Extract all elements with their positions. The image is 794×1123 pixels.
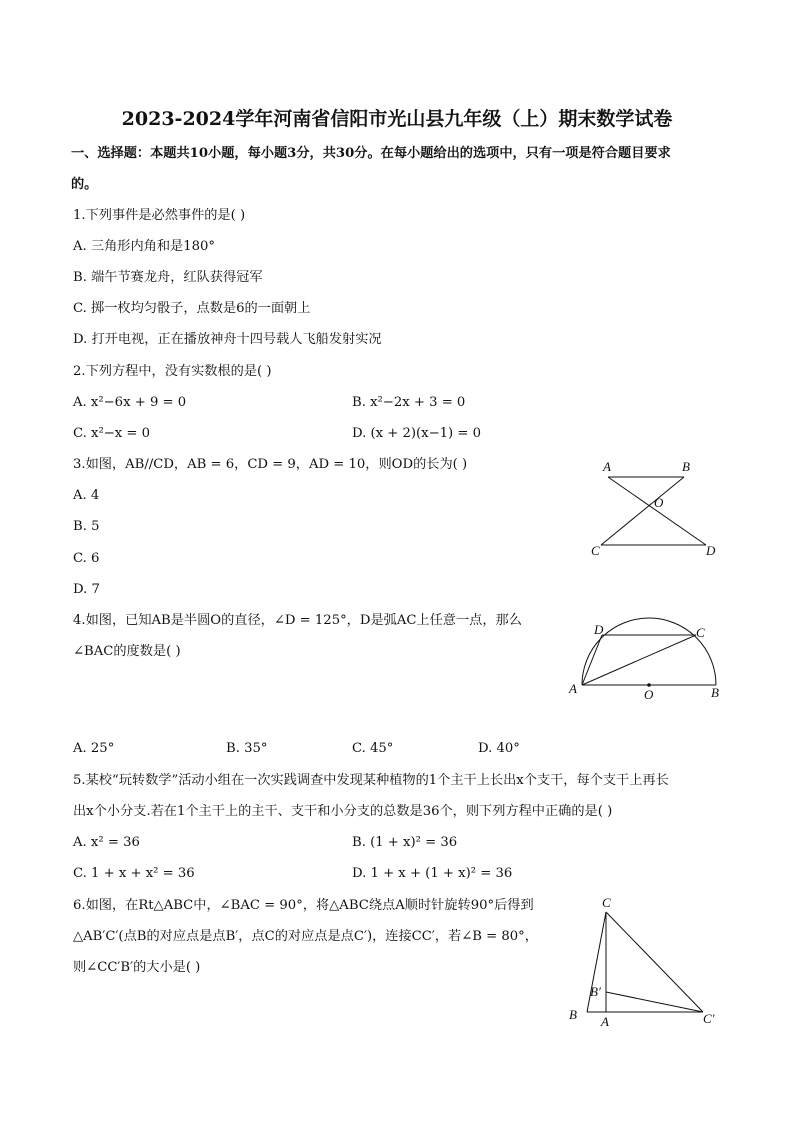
q5-option-d: D. 1 + x + (1 + x)² = 36: [352, 866, 513, 881]
q2-option-b: B. x²−2x + 3 = 0: [352, 395, 466, 410]
q4-stem-line1: 4.如图，已知AB是半圆O的直径，∠D = 125°，D是弧AC上任意一点，那么: [73, 613, 522, 628]
section-heading-line1: 一、选择题：本题共10小题，每小题3分，共30分。在每小题给出的选项中，只有一项是符合题目要求: [71, 146, 671, 161]
q3-stem: 3.如图，AB//CD，AB = 6，CD = 9，AD = 10，则OD的长为( ): [73, 457, 468, 472]
label-d: D: [594, 622, 604, 637]
label-c: C: [591, 543, 600, 558]
page-title: 2023-2024学年河南省信阳市光山县九年级（上）期末数学试卷: [121, 108, 673, 130]
q5-option-a: A. x² = 36: [73, 835, 140, 850]
label-a: A: [569, 681, 577, 696]
q1-option-c: C. 掷一枚均匀骰子，点数是6的一面朝上: [73, 301, 311, 316]
q2-option-a: A. x²−6x + 9 = 0: [73, 395, 187, 410]
q5-option-c: C. 1 + x + x² = 36: [73, 866, 195, 881]
label-c-prime: C′: [703, 1011, 715, 1026]
q1-option-b: B. 端午节赛龙舟，红队获得冠军: [73, 270, 263, 285]
segment-cc-prime: [606, 912, 703, 1012]
q5-stem-line1: 5.某校“玩转数学”活动小组在一次实践调查中发现某种植物的1个主干上长出x个支干，每个支干上再长: [73, 773, 669, 788]
q6-stem-line2: △AB′C′(点B的对应点是点B′，点C的对应点是点C′)，连接CC′，若∠B = 80°，: [73, 929, 538, 944]
label-o: O: [654, 495, 664, 510]
q2-option-d: D. (x + 2)(x−1) = 0: [352, 426, 482, 441]
q1-option-a: A. 三角形内角和是180°: [73, 239, 215, 254]
q1-stem: 1.下列事件是必然事件的是( ): [73, 208, 246, 223]
label-c: C: [602, 895, 611, 910]
q3-option-a: A. 4: [73, 488, 100, 503]
q6-figure: [560, 895, 735, 1035]
q2-option-c: C. x²−x = 0: [73, 426, 151, 441]
q4-figure: [565, 615, 730, 705]
label-b-prime: B′: [590, 984, 601, 999]
q3-option-d: D. 7: [73, 582, 100, 597]
section-heading-line2: 的。: [71, 177, 98, 192]
q2-stem: 2.下列方程中，没有实数根的是( ): [73, 364, 272, 379]
q1-option-d: D. 打开电视，正在播放神舟十四号载人飞船发射实况: [73, 332, 382, 347]
label-b: B: [682, 459, 690, 474]
segment-ad: [608, 477, 706, 545]
q3-option-c: C. 6: [73, 551, 100, 566]
segment-bc: [601, 477, 684, 545]
label-d: D: [706, 543, 716, 558]
q4-stem-line2: ∠BAC的度数是( ): [73, 644, 181, 659]
label-c: C: [696, 625, 705, 640]
q4-option-d: D. 40°: [478, 741, 520, 756]
q3-figure: [585, 455, 725, 565]
q3-option-b: B. 5: [73, 519, 100, 534]
q6-stem-line1: 6.如图，在Rt△ABC中，∠BAC = 90°，将△ABC绕点A顺时针旋转90°后得到: [73, 898, 534, 913]
label-b: B: [569, 1007, 577, 1022]
label-a: A: [603, 459, 611, 474]
segment-b-prime-c-prime: [606, 992, 703, 1012]
q5-option-b: B. (1 + x)² = 36: [352, 835, 458, 850]
q5-stem-line2: 出x个小分支.若在1个主干上的主干、支干和小分支的总数是36个，则下列方程中正确的是( ): [73, 804, 613, 819]
label-o: O: [644, 687, 654, 702]
q4-option-c: C. 45°: [352, 741, 394, 756]
label-a: A: [601, 1014, 609, 1029]
label-b: B: [711, 685, 719, 700]
q4-option-a: A. 25°: [73, 741, 115, 756]
q4-option-b: B. 35°: [226, 741, 268, 756]
q6-stem-line3: 则∠CC′B′的大小是( ): [73, 960, 201, 975]
